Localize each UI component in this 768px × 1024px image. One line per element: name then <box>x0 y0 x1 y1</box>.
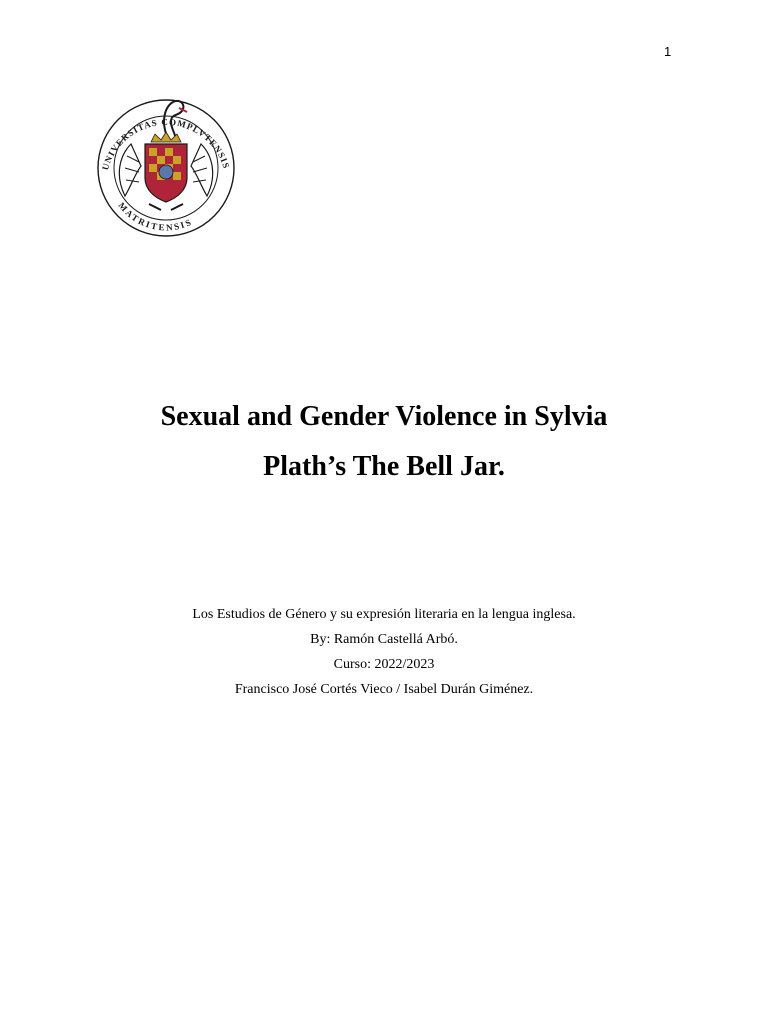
document-title <box>0 392 768 492</box>
title-line-2: Plath’s The Bell Jar. <box>263 451 505 482</box>
academic-year: Curso: 2022/2023 <box>333 657 435 672</box>
document-details <box>0 602 768 702</box>
svg-text:UNIVERSITAS COMPLVTENSIS: UNIVERSITAS COMPLVTENSIS <box>99 116 232 172</box>
svg-text:MATRITENSIS: MATRITENSIS <box>116 200 195 233</box>
page-number: 1 <box>664 44 672 59</box>
teachers-line: Francisco José Cortés Vieco / Isabel Durán Giménez. <box>234 682 534 697</box>
university-seal-icon <box>91 86 241 242</box>
author-line: By: Ramón Castellá Arbó. <box>310 632 458 647</box>
title-line-1: Sexual and Gender Violence in Sylvia <box>160 401 608 432</box>
course-name: Los Estudios de Género y su expresión literaria en la lengua inglesa. <box>192 607 576 622</box>
